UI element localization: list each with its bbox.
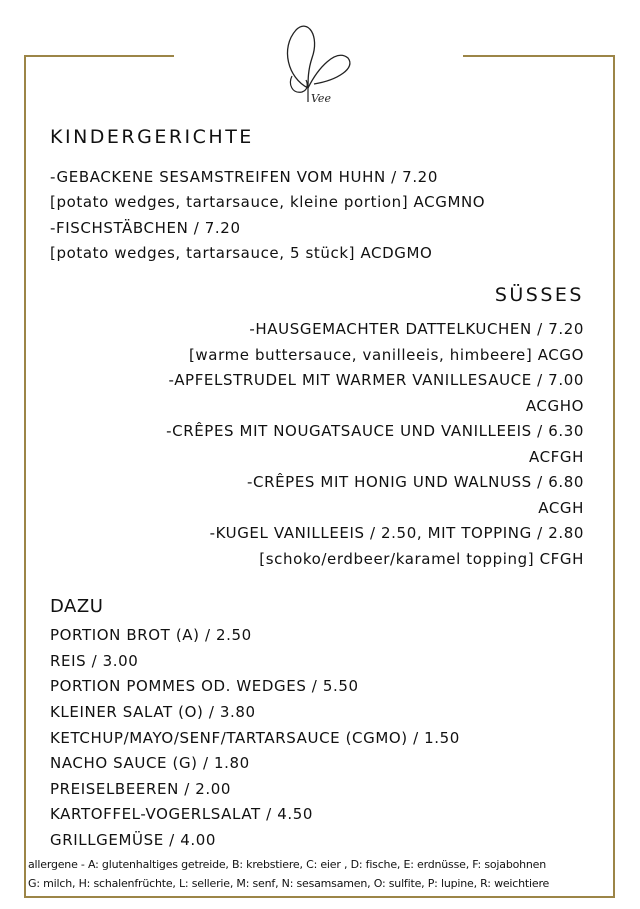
menu-item-line: NACHO SAUCE (G) / 1.80 [50,754,250,772]
menu-item-line: GRILLGEMÜSE / 4.00 [50,831,216,849]
menu-item-line: PORTION BROT (A) / 2.50 [50,626,252,644]
menu-item-line: -GEBACKENE SESAMSTREIFEN VOM HUHN / 7.20 [50,168,438,186]
menu-item-line: [potato wedges, tartarsauce, 5 stück] ACDGMO [50,244,433,262]
menu-item-line: -CRÊPES MIT HONIG UND WALNUSS / 6.80 [247,473,584,491]
menu-item-line: -HAUSGEMACHTER DATTELKUCHEN / 7.20 [249,320,584,338]
menu-item-line: KLEINER SALAT (O) / 3.80 [50,703,256,721]
menu-item-line: [warme buttersauce, vanilleeis, himbeere] ACGO [188,346,584,364]
menu-item-line: KARTOFFEL-VOGERLSALAT / 4.50 [50,805,313,823]
menu-item-line: ACGH [538,499,584,517]
butterfly-logo-icon [278,18,358,108]
menu-item-line: -APFELSTRUDEL MIT WARMER VANILLESAUCE / 7.00 [168,371,584,389]
section-title-kindergerichte: KINDERGERICHTE [50,126,254,148]
section-title-dazu: DAZU [50,596,104,617]
menu-item-line: [potato wedges, tartarsauce, kleine portion] ACGMNO [50,193,486,211]
menu-item-line: REIS / 3.00 [50,652,139,670]
menu-item-line: ACGHO [525,397,584,415]
allergen-legend-line: G: milch, H: schalenfrüchte, L: sellerie, M: senf, N: sesamsamen, O: sulfite, P: lupine, R: weichtiere [28,877,550,890]
menu-item-line: -CRÊPES MIT NOUGATSAUCE UND VANILLEEIS / 6.30 [166,422,584,440]
frame-border-top-right [463,55,615,57]
menu-item-line: -FISCHSTÄBCHEN / 7.20 [50,219,241,237]
frame-border-left [24,55,26,898]
menu-item-line: PORTION POMMES OD. WEDGES / 5.50 [50,677,359,695]
frame-border-right [613,55,615,898]
menu-item-line: PREISELBEEREN / 2.00 [50,780,232,798]
menu-item-line: -KUGEL VANILLEEIS / 2.50, MIT TOPPING / 2.80 [209,524,584,542]
frame-border-bottom [24,896,615,898]
section-title-suesses: SÜSSES [494,284,584,306]
logo-script-text: Vee [311,92,331,105]
menu-item-line: [schoko/erdbeer/karamel topping] CFGH [259,550,584,568]
menu-item-line: ACFGH [528,448,584,466]
frame-border-top-left [24,55,174,57]
menu-item-line: KETCHUP/MAYO/SENF/TARTARSAUCE (CGMO) / 1.50 [50,729,460,747]
allergen-legend-line: allergene - A: glutenhaltiges getreide, B: krebstiere, C: eier , D: fische, E: erdnüsse, F: sojabohnen [28,858,547,871]
